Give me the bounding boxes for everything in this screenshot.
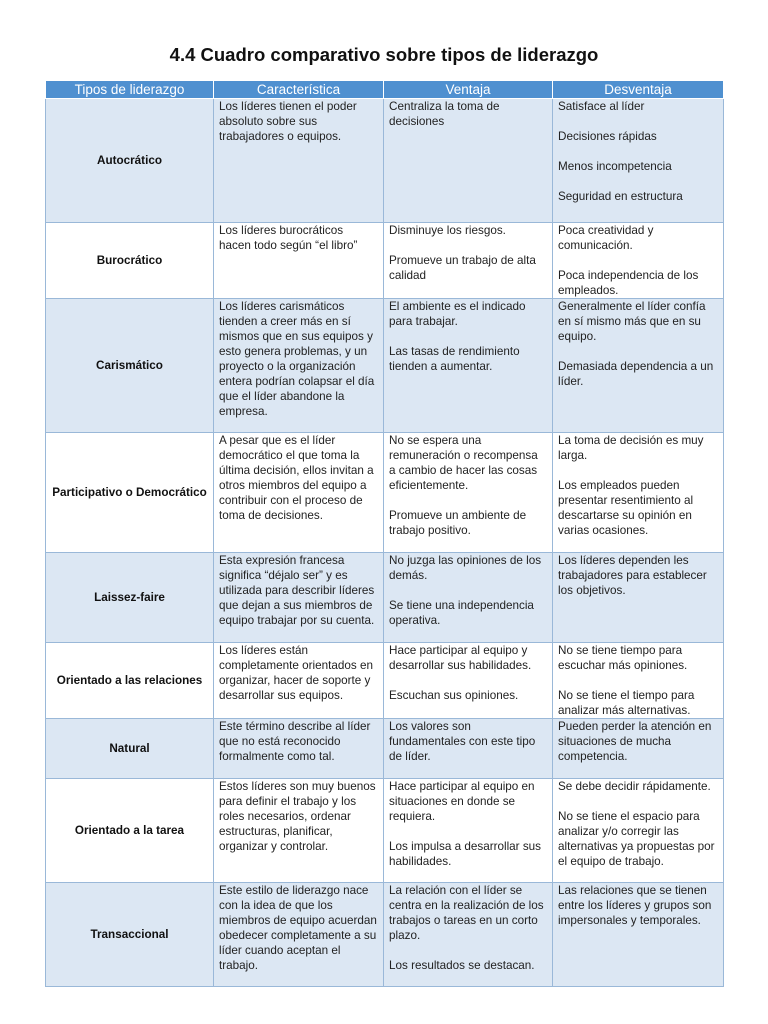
header-tipos: Tipos de liderazgo xyxy=(46,81,214,99)
leadership-type-cell: Transaccional xyxy=(46,883,214,987)
cell-paragraph: Decisiones rápidas xyxy=(558,130,657,143)
leadership-type-cell: Orientado a las relaciones xyxy=(46,643,214,719)
advantage-cell xyxy=(384,553,553,643)
table-row xyxy=(46,883,724,987)
cell-paragraph: No juzga las opiniones de los demás. xyxy=(389,554,542,582)
cell-paragraph: Disminuye los riesgos. xyxy=(389,224,506,237)
advantage-cell xyxy=(384,643,553,719)
cell-paragraph: A pesar que es el líder democrático el que toma la última decisión, ellos invitan a otros miembros del equipo a contribuir con el proceso de toma de decisiones. xyxy=(219,434,374,522)
cell-paragraph: El ambiente es el indicado para trabajar. xyxy=(389,300,526,328)
cell-paragraph: Las relaciones que se tienen entre los líderes y grupos son impersonales y temporales. xyxy=(558,884,712,927)
disadvantage-cell xyxy=(553,643,724,719)
cell-paragraph: Los líderes burocráticos hacen todo según “el libro” xyxy=(219,224,358,252)
table-row xyxy=(46,719,724,779)
cell-paragraph: Este estilo de liderazgo nace con la idea de que los miembros de equipo acuerdan obedecer completamente a su líder cuando aceptan el trabajo. xyxy=(219,884,377,972)
disadvantage-cell xyxy=(553,299,724,433)
advantage-cell xyxy=(384,883,553,987)
leadership-type-cell: Orientado a la tarea xyxy=(46,779,214,883)
cell-paragraph: Poca independencia de los empleados. xyxy=(558,269,699,297)
cell-paragraph: Los resultados se destacan. xyxy=(389,959,535,972)
leadership-type-cell: Burocrático xyxy=(46,223,214,299)
cell-paragraph: Promueve un trabajo de alta calidad xyxy=(389,254,536,282)
disadvantage-cell xyxy=(553,883,724,987)
disadvantage-cell xyxy=(553,719,724,779)
cell-paragraph: Promueve un ambiente de trabajo positivo. xyxy=(389,509,527,537)
cell-paragraph: Los impulsa a desarrollar sus habilidades. xyxy=(389,840,542,868)
cell-paragraph: Esta expresión francesa significa “déjalo ser” y es utilizada para describir líderes que dejan a sus miembros de equipo trabajar por su cuenta. xyxy=(219,554,375,627)
advantage-cell xyxy=(384,433,553,553)
cell-paragraph: Las tasas de rendimiento tienden a aumentar. xyxy=(389,345,520,373)
disadvantage-cell xyxy=(553,433,724,553)
table-row xyxy=(46,299,724,433)
disadvantage-cell xyxy=(553,99,724,223)
cell-paragraph: Estos líderes son muy buenos para definir el trabajo y los roles necesarios, ordenar estructuras, planificar, organizar y controlar. xyxy=(219,780,376,853)
cell-paragraph: Se tiene una independencia operativa. xyxy=(389,599,534,627)
cell-paragraph: Pueden perder la atención en situaciones de mucha competencia. xyxy=(558,720,712,763)
leadership-type-cell: Participativo o Democrático xyxy=(46,433,214,553)
cell-paragraph: Demasiada dependencia a un líder. xyxy=(558,360,714,388)
cell-paragraph: Los empleados pueden presentar resentimiento al descartarse su opinión en varias ocasiones. xyxy=(558,479,694,537)
cell-paragraph: Los líderes están completamente orientados en organizar, hacer de soporte y desarrollar sus equipos. xyxy=(219,644,373,702)
cell-paragraph: Seguridad en estructura xyxy=(558,190,683,203)
cell-paragraph: La relación con el líder se centra en la realización de los trabajos o tareas en un corto plazo. xyxy=(389,884,544,942)
leadership-comparison-table xyxy=(45,80,724,987)
cell-paragraph: Satisface al líder xyxy=(558,100,645,113)
characteristic-cell xyxy=(214,643,384,719)
cell-paragraph: Menos incompetencia xyxy=(558,160,672,173)
table-row xyxy=(46,99,724,223)
advantage-cell xyxy=(384,223,553,299)
advantage-cell xyxy=(384,719,553,779)
table-row xyxy=(46,779,724,883)
cell-paragraph: No se espera una remuneración o recompensa a cambio de hacer las cosas eficientemente. xyxy=(389,434,538,492)
leadership-type-cell: Autocrático xyxy=(46,99,214,223)
leadership-type-cell: Carismático xyxy=(46,299,214,433)
cell-paragraph: No se tiene tiempo para escuchar más opiniones. xyxy=(558,644,688,672)
cell-paragraph: Generalmente el líder confía en sí mismo más que en su equipo. xyxy=(558,300,706,343)
characteristic-cell xyxy=(214,553,384,643)
disadvantage-cell xyxy=(553,779,724,883)
table-body xyxy=(46,99,724,987)
cell-paragraph: Los líderes carismáticos tienden a creer más en sí mismos que en sus equipos y esto genera problemas, y un proyecto o la organización entera podrían colapsar el día que el líder abandone la empresa. xyxy=(219,300,375,418)
cell-paragraph: Los líderes dependen les trabajadores para establecer los objetivos. xyxy=(558,554,707,597)
table-row xyxy=(46,433,724,553)
characteristic-cell xyxy=(214,433,384,553)
header-ventaja: Ventaja xyxy=(384,81,553,99)
characteristic-cell xyxy=(214,223,384,299)
header-caracteristica: Característica xyxy=(214,81,384,99)
disadvantage-cell xyxy=(553,223,724,299)
disadvantage-cell xyxy=(553,553,724,643)
characteristic-cell xyxy=(214,719,384,779)
header-desventaja: Desventaja xyxy=(553,81,724,99)
leadership-type-cell: Natural xyxy=(46,719,214,779)
table-header-row xyxy=(46,81,724,99)
advantage-cell xyxy=(384,779,553,883)
cell-paragraph: Hace participar al equipo y desarrollar sus habilidades. xyxy=(389,644,532,672)
characteristic-cell xyxy=(214,779,384,883)
advantage-cell xyxy=(384,299,553,433)
cell-paragraph: Centraliza la toma de decisiones xyxy=(389,100,500,128)
cell-paragraph: Este término describe al líder que no está reconocido formalmente como tal. xyxy=(219,720,371,763)
table-row xyxy=(46,223,724,299)
characteristic-cell xyxy=(214,99,384,223)
cell-paragraph: Los valores son fundamentales con este tipo de líder. xyxy=(389,720,536,763)
cell-paragraph: La toma de decisión es muy larga. xyxy=(558,434,704,462)
cell-paragraph: No se tiene el tiempo para analizar más alternativas. xyxy=(558,689,695,717)
cell-paragraph: Los líderes tienen el poder absoluto sobre sus trabajadores o equipos. xyxy=(219,100,357,143)
cell-paragraph: Hace participar al equipo en situaciones en donde se requiera. xyxy=(389,780,535,823)
advantage-cell xyxy=(384,99,553,223)
cell-paragraph: Se debe decidir rápidamente. xyxy=(558,780,711,793)
table-row xyxy=(46,553,724,643)
characteristic-cell xyxy=(214,883,384,987)
characteristic-cell xyxy=(214,299,384,433)
document-title: 4.4 Cuadro comparativo sobre tipos de liderazgo xyxy=(169,44,599,65)
table-row xyxy=(46,643,724,719)
leadership-type-cell: Laissez-faire xyxy=(46,553,214,643)
cell-paragraph: No se tiene el espacio para analizar y/o corregir las alternativas ya propuestas por el equipo de trabajo. xyxy=(558,810,715,868)
cell-paragraph: Poca creatividad y comunicación. xyxy=(558,224,654,252)
cell-paragraph: Escuchan sus opiniones. xyxy=(389,689,519,702)
